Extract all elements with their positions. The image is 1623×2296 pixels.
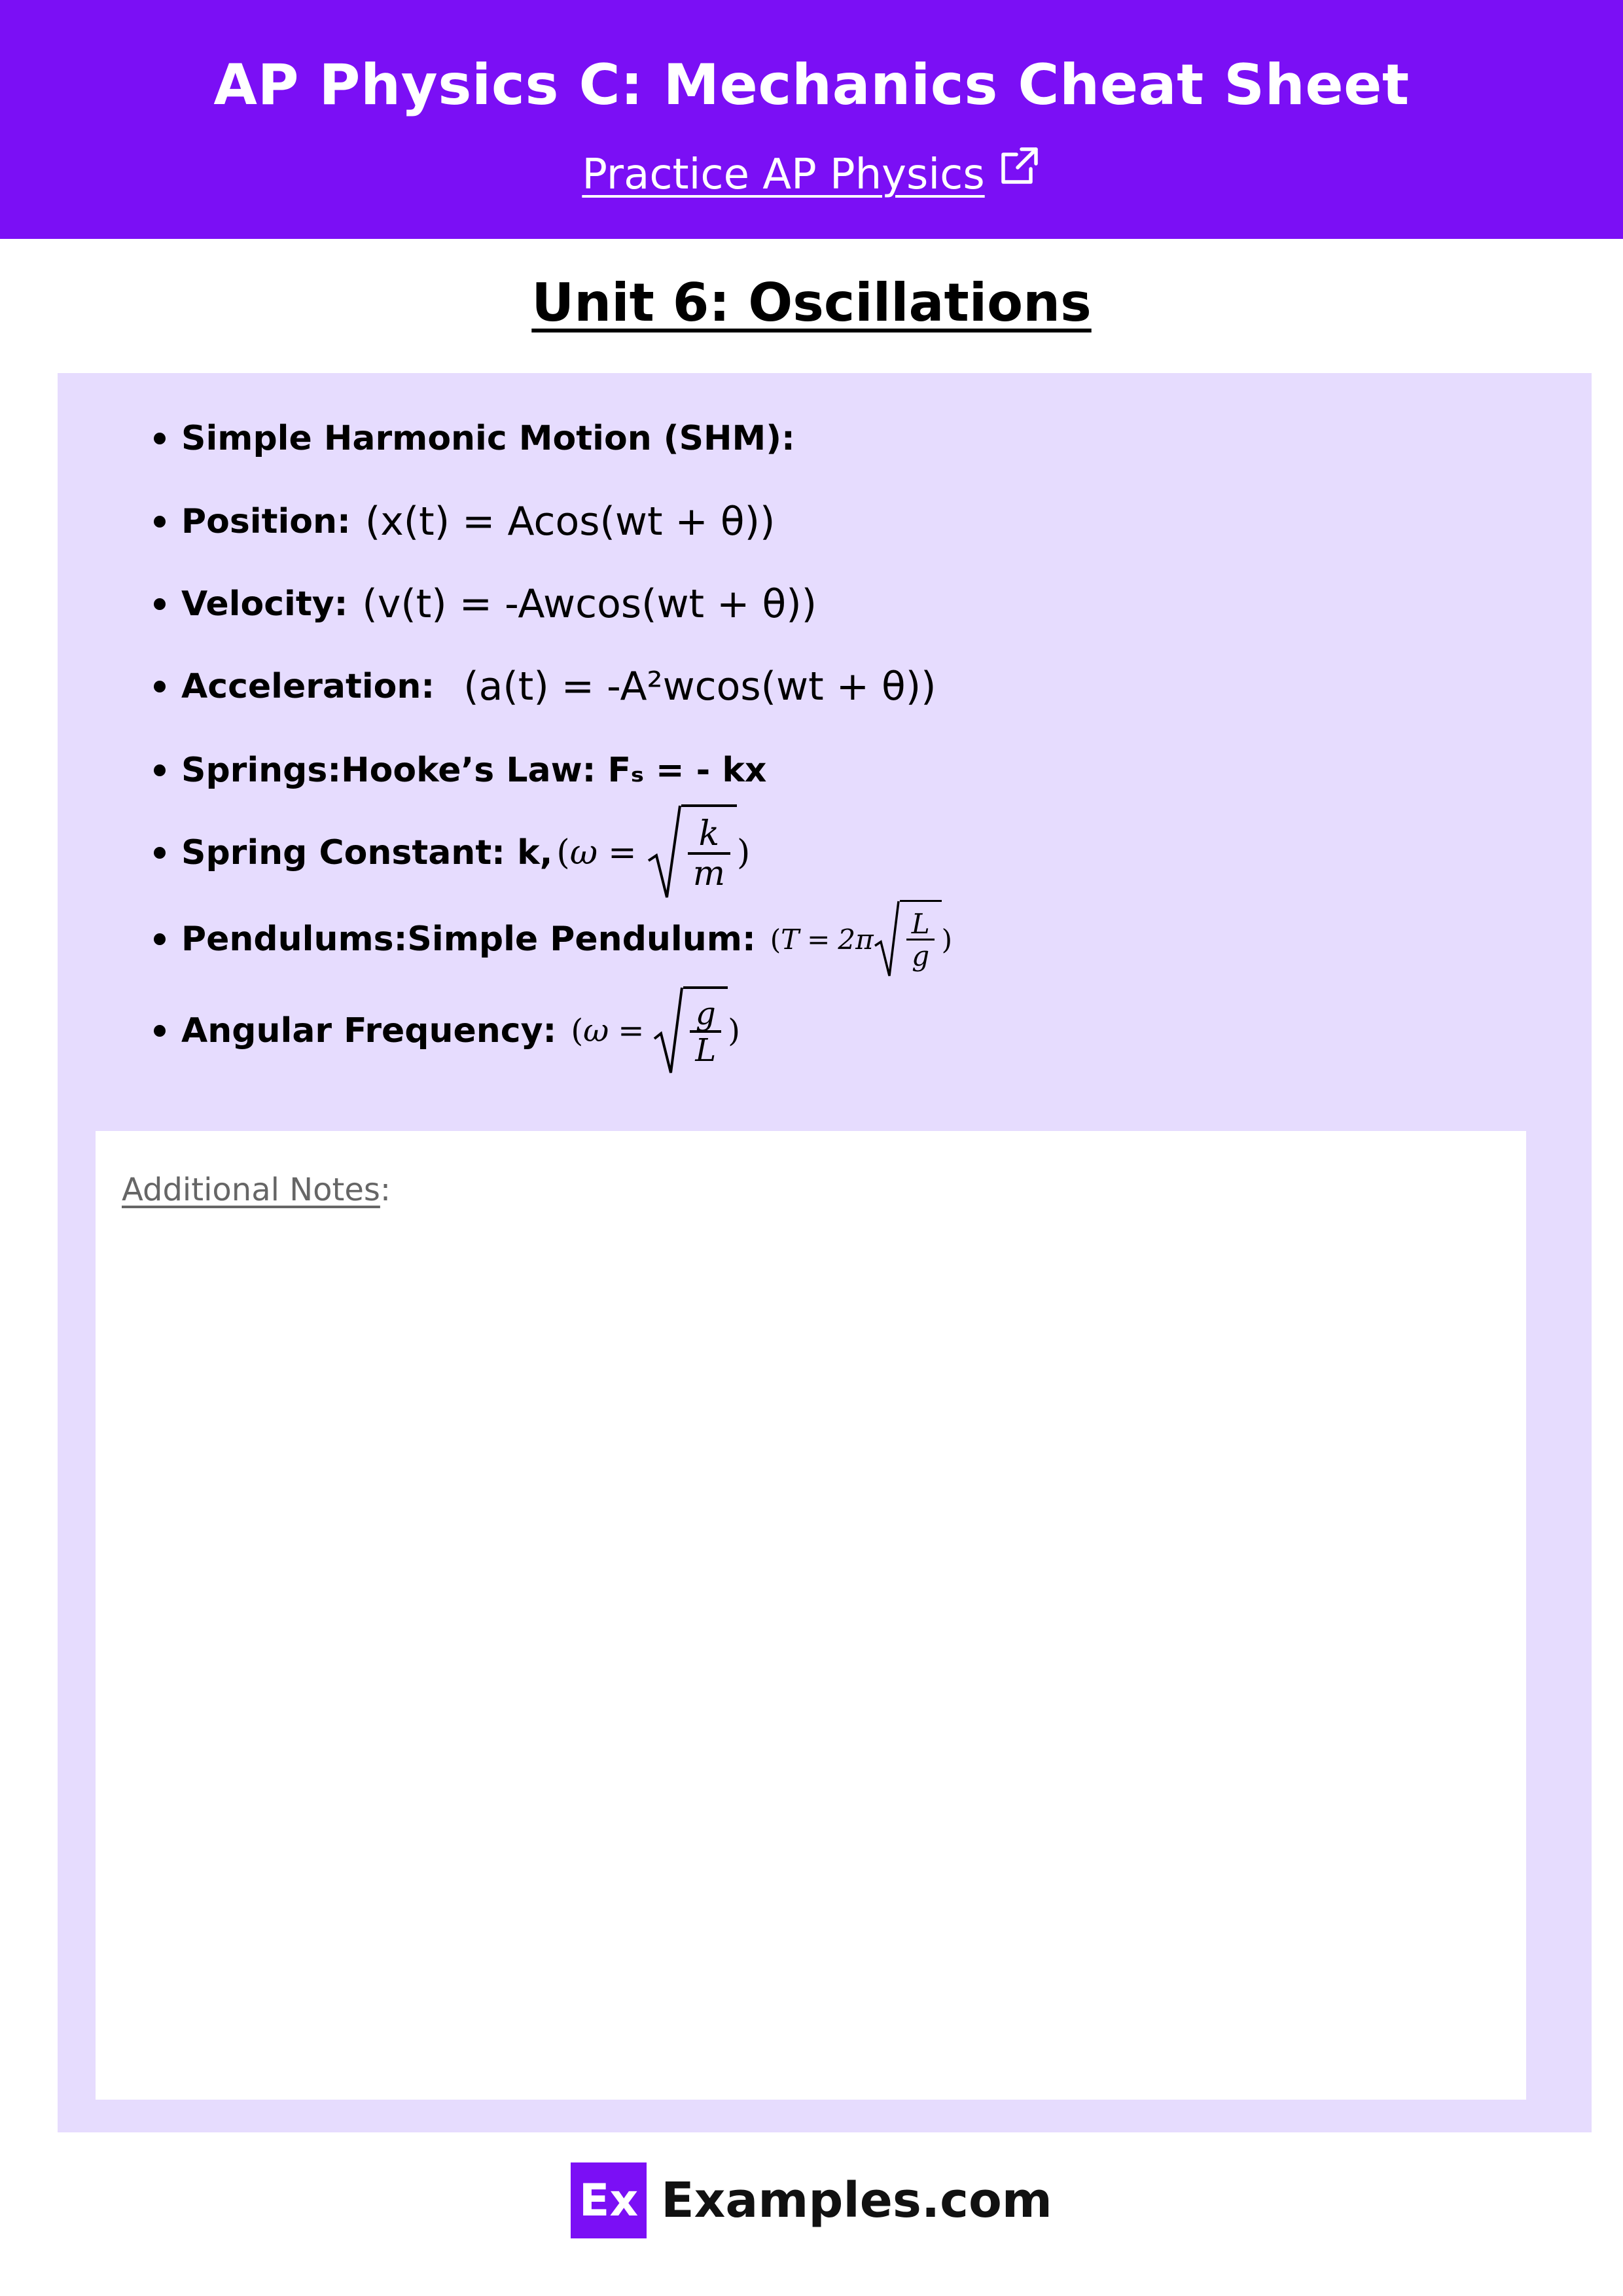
examples-logo-mark: Ex <box>571 2162 647 2238</box>
bullet <box>154 598 166 610</box>
math-equals: = <box>608 833 637 872</box>
velocity-formula: (v(t) = -Awcos(wt + θ)) <box>362 581 817 627</box>
square-root <box>647 804 737 901</box>
additional-notes-box[interactable] <box>96 1131 1526 2100</box>
math-lhs: ω <box>569 833 598 872</box>
fraction-numerator: g <box>695 995 716 1032</box>
radicand <box>900 900 942 978</box>
item-label: Angular Frequency: <box>181 1011 557 1050</box>
fraction <box>690 997 721 1067</box>
fraction-denominator: g <box>906 939 935 971</box>
list-item-acceleration <box>154 651 936 723</box>
page-footer <box>0 2161 1623 2240</box>
radical-sign-icon <box>647 804 681 901</box>
practice-link[interactable]: Practice AP Physics <box>582 151 985 199</box>
math-equals: = <box>618 1013 645 1049</box>
unit-heading <box>0 265 1623 340</box>
math-open-paren: ( <box>571 1013 584 1049</box>
math-equals: = <box>807 923 830 956</box>
item-label: Simple Harmonic Motion (SHM): <box>181 419 795 458</box>
fraction <box>688 816 730 891</box>
math-close-paren: ) <box>737 833 751 872</box>
bullet <box>154 764 166 776</box>
item-label: Springs:Hooke’s Law: Fₛ = - kx <box>181 751 767 790</box>
content-panel <box>58 373 1592 2132</box>
additional-notes-label <box>122 1172 391 1208</box>
list-item-simple-pendulum <box>154 900 952 978</box>
list-item-velocity <box>154 568 817 640</box>
list-item-shm <box>154 403 810 475</box>
square-root <box>653 986 728 1075</box>
bullet <box>154 1025 166 1037</box>
angular-frequency-pendulum-formula <box>571 986 740 1075</box>
bullet <box>154 681 166 692</box>
external-link-icon[interactable] <box>998 144 1041 203</box>
math-open-paren: ( <box>770 923 781 956</box>
list-item-position <box>154 486 775 558</box>
additional-notes-label-suffix: : <box>380 1172 391 1208</box>
page-header <box>0 0 1623 239</box>
list-item-spring-constant <box>154 804 750 902</box>
item-label: Acceleration: <box>181 667 435 706</box>
practice-link-row <box>0 145 1623 204</box>
page-title: AP Physics C: Mechanics Cheat Sheet <box>213 52 1410 118</box>
acceleration-formula: (a(t) = -A²wcos(wt + θ)) <box>463 664 936 709</box>
bullet <box>154 847 166 859</box>
math-lhs: T <box>781 923 800 956</box>
fraction-denominator: m <box>688 852 730 892</box>
fraction-numerator: k <box>698 814 720 854</box>
item-label: Velocity: <box>181 584 348 624</box>
math-lhs: ω <box>583 1013 609 1049</box>
bullet <box>154 433 166 444</box>
additional-notes-label-text: Additional Notes <box>122 1172 380 1208</box>
position-formula: (x(t) = Acos(wt + θ)) <box>365 499 776 545</box>
angular-frequency-spring-formula <box>556 804 750 901</box>
square-root <box>874 900 942 978</box>
fraction <box>906 907 935 972</box>
pendulum-period-formula <box>770 900 952 978</box>
item-label: Spring Constant: k, <box>181 833 553 872</box>
radicand <box>681 804 737 901</box>
fraction-denominator: L <box>690 1030 721 1067</box>
radicand <box>683 986 728 1075</box>
fraction-numerator: L <box>911 907 930 940</box>
math-open-paren: ( <box>556 833 570 872</box>
radical-sign-icon <box>874 900 900 978</box>
bullet <box>154 933 166 945</box>
item-label: Pendulums:Simple Pendulum: <box>181 920 756 959</box>
list-item-angular-frequency <box>154 985 740 1077</box>
radical-sign-icon <box>653 986 683 1075</box>
bullet <box>154 516 166 528</box>
unit-heading-text: Unit 6: Oscillations <box>531 272 1092 333</box>
list-item-hookes-law <box>154 734 781 806</box>
math-close-paren: ) <box>728 1013 741 1049</box>
examples-brand-name: Examples.com <box>661 2172 1052 2229</box>
math-coefficient: 2π <box>838 923 874 956</box>
item-label: Position: <box>181 502 351 541</box>
math-close-paren: ) <box>941 923 952 956</box>
